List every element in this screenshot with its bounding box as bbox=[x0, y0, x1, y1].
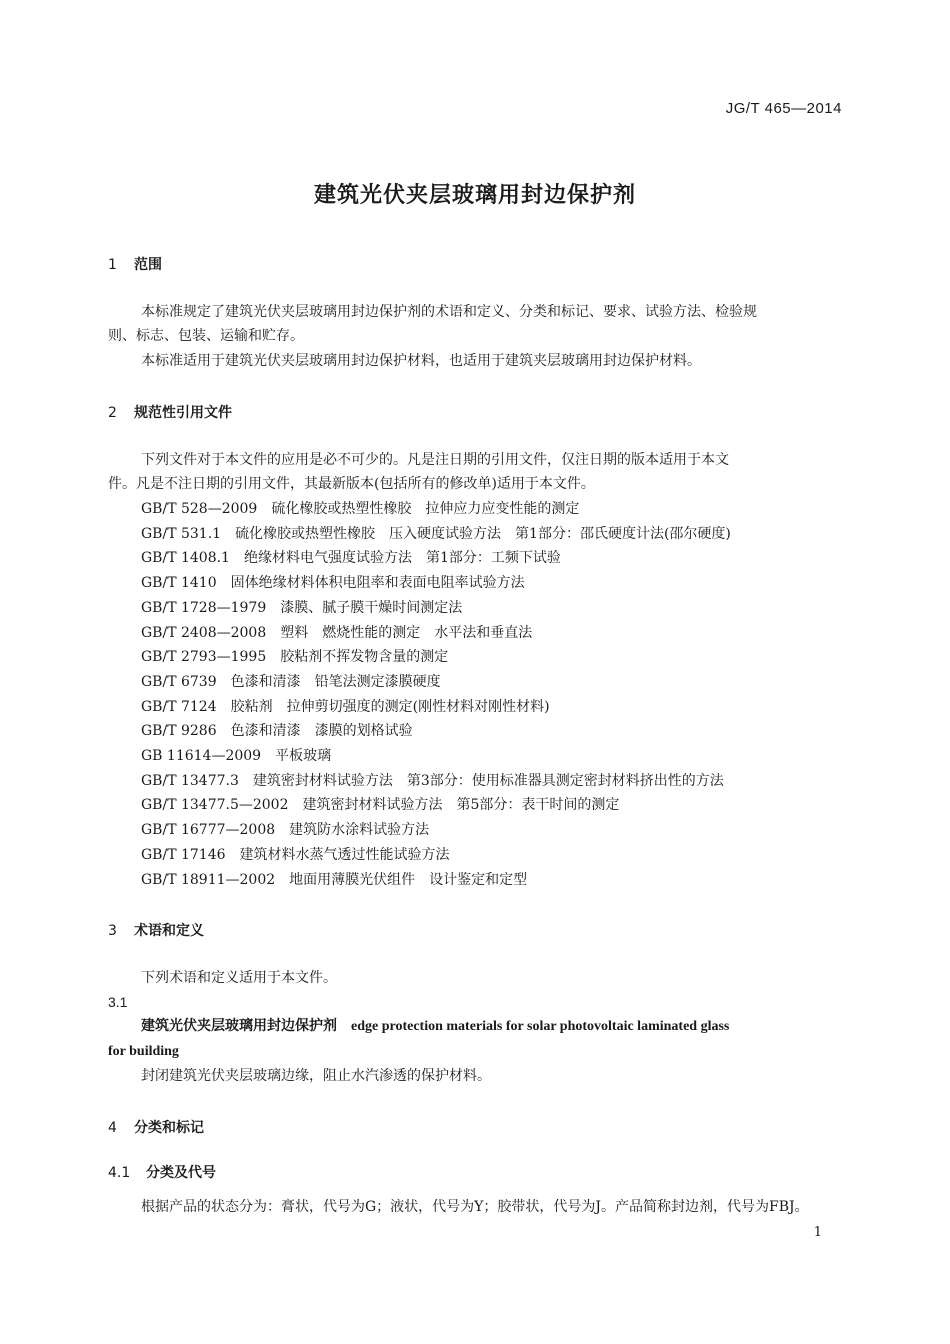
section-title: 规范性引用文件 bbox=[134, 405, 232, 421]
reference-item bbox=[141, 769, 851, 794]
reference-code: GB/T 13477.3 bbox=[141, 772, 239, 789]
reference-code: GB/T 6739 bbox=[141, 673, 217, 690]
reference-item bbox=[141, 621, 851, 646]
text-line: 下列术语和定义适用于本文件。 bbox=[141, 970, 337, 986]
reference-item bbox=[141, 522, 851, 547]
reference-title: 固体绝缘材料体积电阻率和表面电阻率试验方法 bbox=[230, 575, 525, 592]
section-number: 3 bbox=[108, 923, 117, 939]
reference-item bbox=[141, 596, 851, 621]
reference-item bbox=[141, 497, 851, 522]
reference-item bbox=[141, 546, 851, 571]
reference-code: GB 11614—2009 bbox=[141, 748, 262, 765]
reference-item bbox=[141, 670, 851, 695]
reference-code: GB/T 9286 bbox=[141, 723, 217, 740]
term-english: edge protection materials for solar photovoltaic laminated glass bbox=[351, 1019, 730, 1034]
reference-code: GB/T 1408.1 bbox=[141, 550, 230, 567]
reference-code: GB/T 2408—2008 bbox=[141, 624, 267, 641]
text-line: 则、标志、包装、运输和贮存。 bbox=[108, 328, 304, 344]
reference-item bbox=[141, 868, 851, 893]
reference-code: GB/T 18911—2002 bbox=[141, 871, 276, 888]
reference-code: GB/T 1728—1979 bbox=[141, 599, 267, 616]
section-3-intro bbox=[108, 966, 843, 990]
reference-title: 塑料 燃烧性能的测定 水平法和垂直法 bbox=[280, 624, 533, 641]
section-1-paragraph-1 bbox=[108, 300, 843, 348]
text-line: 本标准规定了建筑光伏夹层玻璃用封边保护剂的术语和定义、分类和标记、要求、试验方法、检验规 bbox=[141, 304, 757, 320]
section-1-heading bbox=[108, 254, 162, 274]
section-title: 分类和标记 bbox=[134, 1120, 204, 1136]
reference-title: 漆膜、腻子膜干燥时间测定法 bbox=[280, 599, 463, 616]
reference-code: GB/T 531.1 bbox=[141, 525, 222, 542]
reference-title: 平板玻璃 bbox=[275, 748, 332, 765]
text-line: 下列文件对于本文件的应用是必不可少的。凡是注日期的引用文件，仅注日期的版本适用于本文 bbox=[141, 452, 729, 468]
reference-item bbox=[141, 843, 851, 868]
normative-references-list bbox=[141, 497, 851, 892]
reference-title: 色漆和清漆 漆膜的划格试验 bbox=[230, 723, 413, 740]
term-entry bbox=[108, 1014, 843, 1064]
reference-code: GB/T 528—2009 bbox=[141, 501, 258, 517]
section-number: 4 bbox=[108, 1120, 117, 1136]
reference-title: 地面用薄膜光伏组件 设计鉴定和定型 bbox=[289, 871, 528, 888]
reference-code: GB/T 7124 bbox=[141, 698, 217, 715]
reference-item bbox=[141, 719, 851, 744]
reference-item bbox=[141, 695, 851, 720]
document-title: 建筑光伏夹层玻璃用封边保护剂 bbox=[313, 183, 636, 208]
standard-code: JG/T 465—2014 bbox=[725, 100, 842, 117]
reference-item bbox=[141, 744, 851, 769]
text-line: 件。凡是不注日期的引用文件，其最新版本(包括所有的修改单)适用于本文件。 bbox=[108, 476, 595, 492]
text-line: 本标准适用于建筑光伏夹层玻璃用封边保护材料，也适用于建筑夹层玻璃用封边保护材料。 bbox=[141, 353, 701, 369]
reference-code: GB/T 16777—2008 bbox=[141, 822, 276, 839]
term-definition bbox=[108, 1064, 843, 1088]
section-2-intro bbox=[108, 448, 843, 496]
reference-code: GB/T 2793—1995 bbox=[141, 649, 267, 666]
section-number: 1 bbox=[108, 257, 117, 273]
section-title: 术语和定义 bbox=[134, 923, 204, 939]
reference-title: 建筑防水涂料试验方法 bbox=[289, 822, 430, 839]
reference-item bbox=[141, 793, 851, 818]
reference-title: 色漆和清漆 铅笔法测定漆膜硬度 bbox=[230, 673, 441, 690]
term-chinese: 建筑光伏夹层玻璃用封边保护剂 bbox=[141, 1018, 337, 1034]
subsection-4-1-heading bbox=[108, 1162, 216, 1182]
reference-title: 硫化橡胶或热塑性橡胶 拉伸应力应变性能的测定 bbox=[271, 501, 580, 517]
section-title: 范围 bbox=[134, 257, 162, 273]
reference-item bbox=[141, 818, 851, 843]
section-3-heading bbox=[108, 920, 204, 940]
reference-title: 胶粘剂 拉伸剪切强度的测定(刚性材料对刚性材料) bbox=[230, 698, 550, 715]
reference-title: 绝缘材料电气强度试验方法 第1部分：工频下试验 bbox=[243, 550, 561, 567]
reference-code: GB/T 17146 bbox=[141, 846, 226, 863]
reference-title: 胶粘剂不挥发物含量的测定 bbox=[280, 649, 449, 666]
term-english-continued: for building bbox=[108, 1044, 179, 1059]
page-number: 1 bbox=[813, 1225, 822, 1240]
reference-item bbox=[141, 645, 851, 670]
term-number: 3.1 bbox=[108, 994, 128, 1010]
section-4-1-paragraph bbox=[108, 1195, 850, 1219]
reference-item bbox=[141, 571, 851, 596]
section-number: 2 bbox=[108, 405, 117, 421]
text-line: 根据产品的状态分为：膏状，代号为G；液状，代号为Y；胶带状，代号为J。产品简称封边剂，代号为FBJ。 bbox=[141, 1199, 809, 1215]
reference-title: 硫化橡胶或热塑性橡胶 压入硬度试验方法 第1部分：邵氏硬度计法(邵尔硬度) bbox=[235, 525, 731, 542]
text-line: 封闭建筑光伏夹层玻璃边缘，阻止水汽渗透的保护材料。 bbox=[141, 1068, 491, 1084]
reference-code: GB/T 13477.5—2002 bbox=[141, 797, 289, 814]
subsection-title: 分类及代号 bbox=[146, 1165, 216, 1181]
reference-title: 建筑密封材料试验方法 第5部分：表干时间的测定 bbox=[302, 797, 620, 814]
reference-title: 建筑密封材料试验方法 第3部分：使用标准器具测定密封材料挤出性的方法 bbox=[252, 772, 724, 789]
reference-code: GB/T 1410 bbox=[141, 575, 217, 592]
section-4-heading bbox=[108, 1117, 204, 1137]
section-2-heading bbox=[108, 402, 232, 422]
reference-title: 建筑材料水蒸气透过性能试验方法 bbox=[239, 846, 450, 863]
section-1-paragraph-2 bbox=[108, 349, 843, 373]
subsection-number: 4.1 bbox=[108, 1165, 131, 1181]
